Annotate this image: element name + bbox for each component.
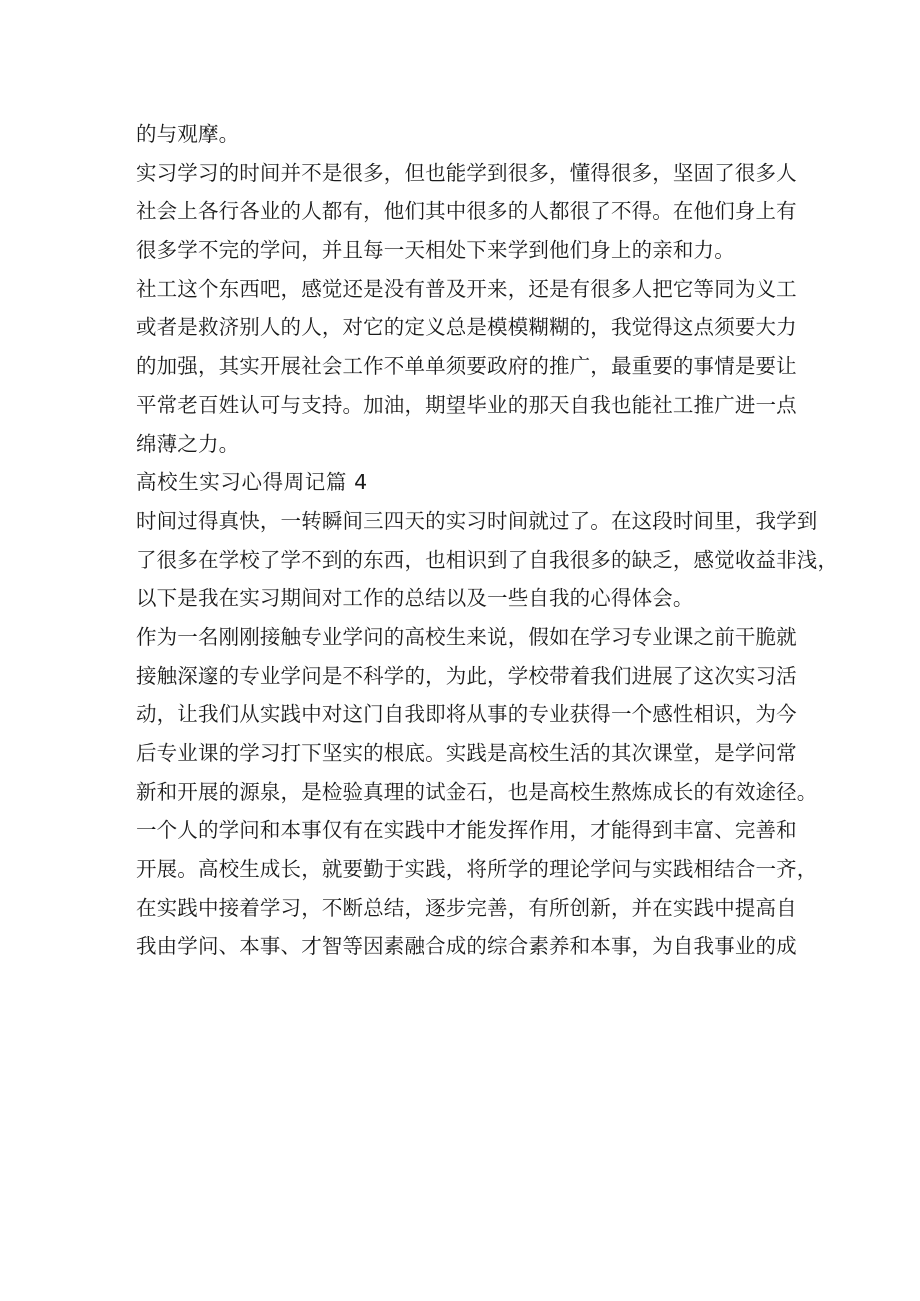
text-line: 实习学习的时间并不是很多，但也能学到很多，懂得很多，坚固了很多人 bbox=[136, 160, 797, 185]
text-line: 社工这个东西吧，感觉还是没有普及开来，还是有很多人把它等同为义工 bbox=[136, 276, 797, 301]
text-line: 绵薄之力。 bbox=[136, 431, 240, 456]
text-line: 作为一名刚刚接触专业学问的高校生来说，假如在学习专业课之前干脆就 bbox=[136, 624, 797, 649]
text-line: 或者是救济别人的人，对它的定义总是模模糊糊的，我觉得这点须要大力 bbox=[136, 315, 797, 340]
text-line: 动，让我们从实践中对这门自我即将从事的专业获得一个感性相识，为今 bbox=[136, 702, 797, 727]
text-line: 了很多在学校了学不到的东西，也相识到了自我很多的缺乏，感觉收益非浅， bbox=[136, 547, 839, 572]
text-line: 的加强，其实开展社会工作不单单须要政府的推广，最重要的事情是要让 bbox=[136, 354, 797, 379]
text-line: 在实践中接着学习，不断总结，逐步完善，有所创新，并在实践中提高自 bbox=[136, 895, 797, 920]
text-line: 开展。高校生成长，就要勤于实践，将所学的理论学问与实践相结合一齐， bbox=[136, 857, 818, 882]
text-line: 一个人的学问和本事仅有在实践中才能发挥作用，才能得到丰富、完善和 bbox=[136, 818, 797, 843]
text-line: 的与观摩。 bbox=[136, 122, 240, 146]
text-line: 接触深邃的专业学问是不科学的，为此，学校带着我们进展了这次实习活 bbox=[136, 663, 797, 688]
text-line: 时间过得真快，一转瞬间三四天的实习时间就过了。在这段时间里，我学到 bbox=[136, 508, 818, 533]
text-line: 我由学问、本事、才智等因素融合成的综合素养和本事，为自我事业的成 bbox=[136, 934, 797, 959]
text-line: 平常老百姓认可与支持。加油，期望毕业的那天自我也能社工推广进一点 bbox=[136, 392, 797, 417]
text-line: 后专业课的学习打下坚实的根底。实践是高校生活的其次课堂，是学问常 bbox=[136, 741, 797, 765]
text-line: 以下是我在实习期间对工作的总结以及一些自我的心得体会。 bbox=[136, 586, 694, 611]
text-line: 社会上各行各业的人都有，他们其中很多的人都很了不得。在他们身上有 bbox=[136, 199, 797, 224]
text-line: 新和开展的源泉，是检验真理的试金石，也是高校生熬炼成长的有效途径。 bbox=[136, 779, 818, 804]
section-heading: 高校生实习心得周记篇 4 bbox=[136, 470, 368, 495]
document-body bbox=[136, 115, 839, 966]
text-line: 很多学不完的学问，并且每一天相处下来学到他们身上的亲和力。 bbox=[136, 238, 735, 263]
